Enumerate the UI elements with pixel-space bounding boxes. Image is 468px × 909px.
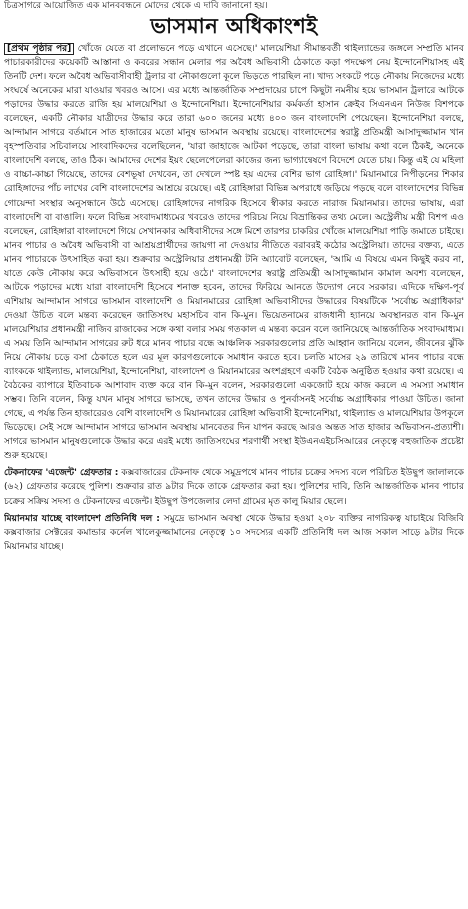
subsection-body-teknaf: কক্সবাজারের টেকনাফ থেকে সমুদ্রপথে মানব পাচার চক্রের সদস্য বলে পরিচিত ইউছুপ জালালকে (৬২) গ্রেফতার করেছে পুলিশ। শুক্রবার রাত ৯টার দিকে তাকে গ্রেফতার করা হয়। পুলিশের দাবি, তিনি আন্তর্জাতিক মানব পাচার চক্রের সক্রিয় সদস্য ও টেকনাফের এজেন্ট। ইউছুপ উপজেলার লেদা গ্রামের মৃত কালু মিয়ার ছেলে। xyxy=(4,468,464,507)
subsection-title-teknaf: টেকনাফের 'এজেন্ট' গ্রেফতার : xyxy=(4,468,119,479)
body-text: খোঁজে যেতে বা প্রলোভনে পড়ে এখানে এসেছে।' মালয়েশিয়া সীমান্তবর্তী থাইল্যান্ডের জঙ্গলে সম্প্রতি মানব পাচারকারীদের কয়েকটি আস্তানা ও কবরের সন্ধান মেলার পর অবৈধ অভিবাসী ঠেকাতে কড়া পদক্ষেপ নেয় ইন্দোনেশিয়াসহ এই তিনটি দেশ। ফলে অবৈধ অভিবাসীবাহী ট্রলার বা নৌকাগুলো কূলে ভিড়তে পারছিল না। খাদ্য সংকটে পড়ে নৌকায় নিজেদের মধ্যে সংঘর্ষে অনেকের মারা যাওয়ার খবরও আসে। এর মধ্যে আন্তর্জাতিক সম্প্রদায়ের চাপে কিছুটা নমনীয় হয়ে ভাসমান ট্রলারে আটকে পড়াদের উদ্ধার করতে রাজি হয় মালয়েশিয়া ও ইন্দোনেশিয়া। ইন্দোনেশিয়ার কর্মকর্তা হাসান ক্রেইব সিএনএন নিউজ বিশপকে বলেছেন, একটি নৌকার যাত্রীদের উদ্ধার করে তারা ৬০০ জনের মধ্যে ৪০০ জন বাংলাদেশি পেয়েছেন। ইন্দোনেশিয়া বলছে, আন্দামান সাগরে বর্তমানে সাত হাজারের মতো মানুষ ভাসমান অবস্থায় রয়েছে। বাংলাদেশের স্বরাষ্ট্র প্রতিমন্ত্রী আসাদুজ্জামান খান বৃহস্পতিবার সচিবালয়ে সাংবাদিকদের বলেছিলেন, 'যারা জাহাজে আটকা পড়েছে, তারা বাংলা ভাষায় কথা বলে ঠিকই, অনেকে বাংলাদেশি বলছে, তাও ঠিক। আমাদের দেশের ইয়ং ছেলেপেলেরা কাজের জন্য ভাগ্যান্বেষণে বিদেশে যেতে চায়। কিন্তু এই যে মহিলা ও বাচ্চা-কাচ্চা গিয়েছে, তাদের বেশভূষা দেখবেন, তা দেখলে স্পষ্ট হয় এদের বেশির ভাগ রোহিঙ্গা।' মিয়ানমারে নিপীড়নের শিকার রোহিঙ্গাদের পাঁচ লাখের বেশি বাংলাদেশের আশ্রয়ে রয়েছে। এই রোহিঙ্গারা বিভিন্ন অপরাধে জড়িয়ে পড়ছে বলে বাংলাদেশের বিভিন্ন গোয়েন্দা সংস্থার অনুসন্ধানে উঠে এসেছে। রোহিঙ্গাদের নাগরিক হিসেবে স্বীকার করতে নারাজ মিয়ানমার। তাদের ভাষায়, এরা বাংলাদেশি বা বাঙালি। ফলে বিভিন্ন সংবাদমাধ্যমের খবরেও তাদের পরিচয় নিয়ে বিভ্রান্তিকর তথ্য মেলে। অস্ট্রেলীয় মন্ত্রী বিশপ এও বলেছেন, রোহিঙ্গারা বাংলাদেশে গিয়ে সেখানকার অধিবাসীদের সঙ্গে মিশে তারপর চাকরির খোঁজে মালয়েশিয়া পাড়ি জমাতে চাইছে। মানব পাচার ও অবৈধ অভিবাসী বা আশ্রয়প্রার্থীদের জায়গা না দেওয়ার নীতিতে বরাবরই কঠোর অস্ট্রেলিয়া। তাদের বক্তব্য, এতে মানব পাচারকে উৎসাহিত করা হয়। শুক্রবার অস্ট্রেলিয়ার প্রধানমন্ত্রী টনি অ্যাবোট বলেছেন, 'আমি এ বিষয়ে এমন কিছুই করব না, যাতে কেউ নৌকায় করে অভিবাসনে উৎসাহী হয়ে ওঠে।' বাংলাদেশের স্বরাষ্ট্র প্রতিমন্ত্রী আসাদুজ্জামান কামাল অবশ্য বলেছেন, আটকে পড়াদের মধ্যে যারা বাংলাদেশি হিসেবে শনাক্ত হবেন, তাদের ফিরিয়ে আনতে উদ্যোগ নেবে সরকার। এদিকে দক্ষিণ-পূর্ব এশিয়ায় আন্দামান সাগরে ভাসমান বাংলাদেশি ও মিয়ানমারের রোহিঙ্গা অভিবাসীদের উদ্ধারের বিষয়টিকে 'সর্বোচ্চ অগ্রাধিকার' দেওয়া উচিত বলে মন্তব্য করেছেন জাতিসংঘ মহাসচিব বান কি-মুন। ভিয়েতনামের রাজধানী হ্যানয়ে অবস্থানরত বান কি-মুন মালয়েশিয়ার প্রধানমন্ত্রী নাজিব রাজাকের সঙ্গে কথা বলার সময় গতকাল এ মন্তব্য করেন বলে জানিয়েছে আন্তর্জাতিক সংবাদমাধ্যম। এ সময় তিনি আন্দামান সাগরের রুট ধরে মানব পাচার বন্ধে আঞ্চলিক সরকারগুলোর প্রতি আহ্বান জানিয়ে বলেন, জীবনের ঝুঁকি নিয়ে নৌকায় চড়ে বসা ঠেকাতে হলে এর মূল কারণগুলোকে সমাধান করতে হবে। চলতি মাসের ২৯ তারিখে মানব পাচার বন্ধে ব্যাংককে থাইল্যান্ড, মালয়েশিয়া, ইন্দোনেশিয়া, বাংলাদেশ ও মিয়ানমারের অংশগ্রহণে একটি বৈঠক অনুষ্ঠিত হওয়ার কথা রয়েছে। এ বৈঠকের ব্যাপারে ইতিবাচক আশাবাদ ব্যক্ত করে বান কি-মুন বলেন, সরকারগুলো একজোট হয়ে কাজ করলে এ সমস্যা সমাধান সম্ভব। তিনি বলেন, কিন্তু যখন মানুষ সাগরে ভাসছে, তখন তাদের উদ্ধার ও পুনর্বাসনই সর্বোচ্চ অগ্রাধিকার পাওয়া উচিত। জানা গেছে, এ পর্যন্ত তিন হাজারেরও বেশি বাংলাদেশি ও মিয়ানমারের রোহিঙ্গা অভিবাসী ইন্দোনেশিয়া, থাইল্যান্ড ও মালয়েশিয়ার উপকূলে ভিড়েছে। সেই সঙ্গে আন্দামান সাগরে ভাসমান অবস্থায় মানবেতর দিন যাপন করছে আরও অন্তত সাত হাজার অভিবাসন-প্রত্যাশী। সাগরে ভাসমান মানুষগুলোকে উদ্ধার করে এরই মধ্যে জাতিসংঘের শরণার্থী সংস্থা ইউএনএইচসিআরের নেতৃত্বে বহুজাতিক প্রচেষ্টা শুরু হয়েছে। xyxy=(4,44,464,462)
article-body xyxy=(4,42,464,463)
subsection-myanmar xyxy=(4,512,464,554)
continuation-label: [প্রথম পৃষ্ঠার পর] xyxy=(4,43,74,55)
subsection-teknaf xyxy=(4,466,464,508)
article-headline: ভাসমান অধিকাংশই xyxy=(150,13,318,38)
previous-article-tail: চিত্রসাগরে আয়োজিত এক মানববন্ধনে মোদের থেকে এ দাবি জানানো হয়। xyxy=(4,1,268,11)
subsection-title-myanmar: মিয়ানমার যাচ্ছে বাংলাদেশ প্রতিনিধি দল : xyxy=(4,513,160,524)
subsection-body-myanmar: সমুদ্রে ভাসমান অবস্থা থেকে উদ্ধার হওয়া ২০৮ ব্যক্তির নাগরিকত্ব যাচাইয়ে বিজিবি কক্সবাজার সেক্টরের কমান্ডার কর্নেল খালেকুজ্জামানের নেতৃত্বে ১০ সদস্যের একটি প্রতিনিধি দল আজ সকাল সাড়ে ৯টার দিকে মিয়ানমার যাচ্ছে। xyxy=(4,513,464,552)
